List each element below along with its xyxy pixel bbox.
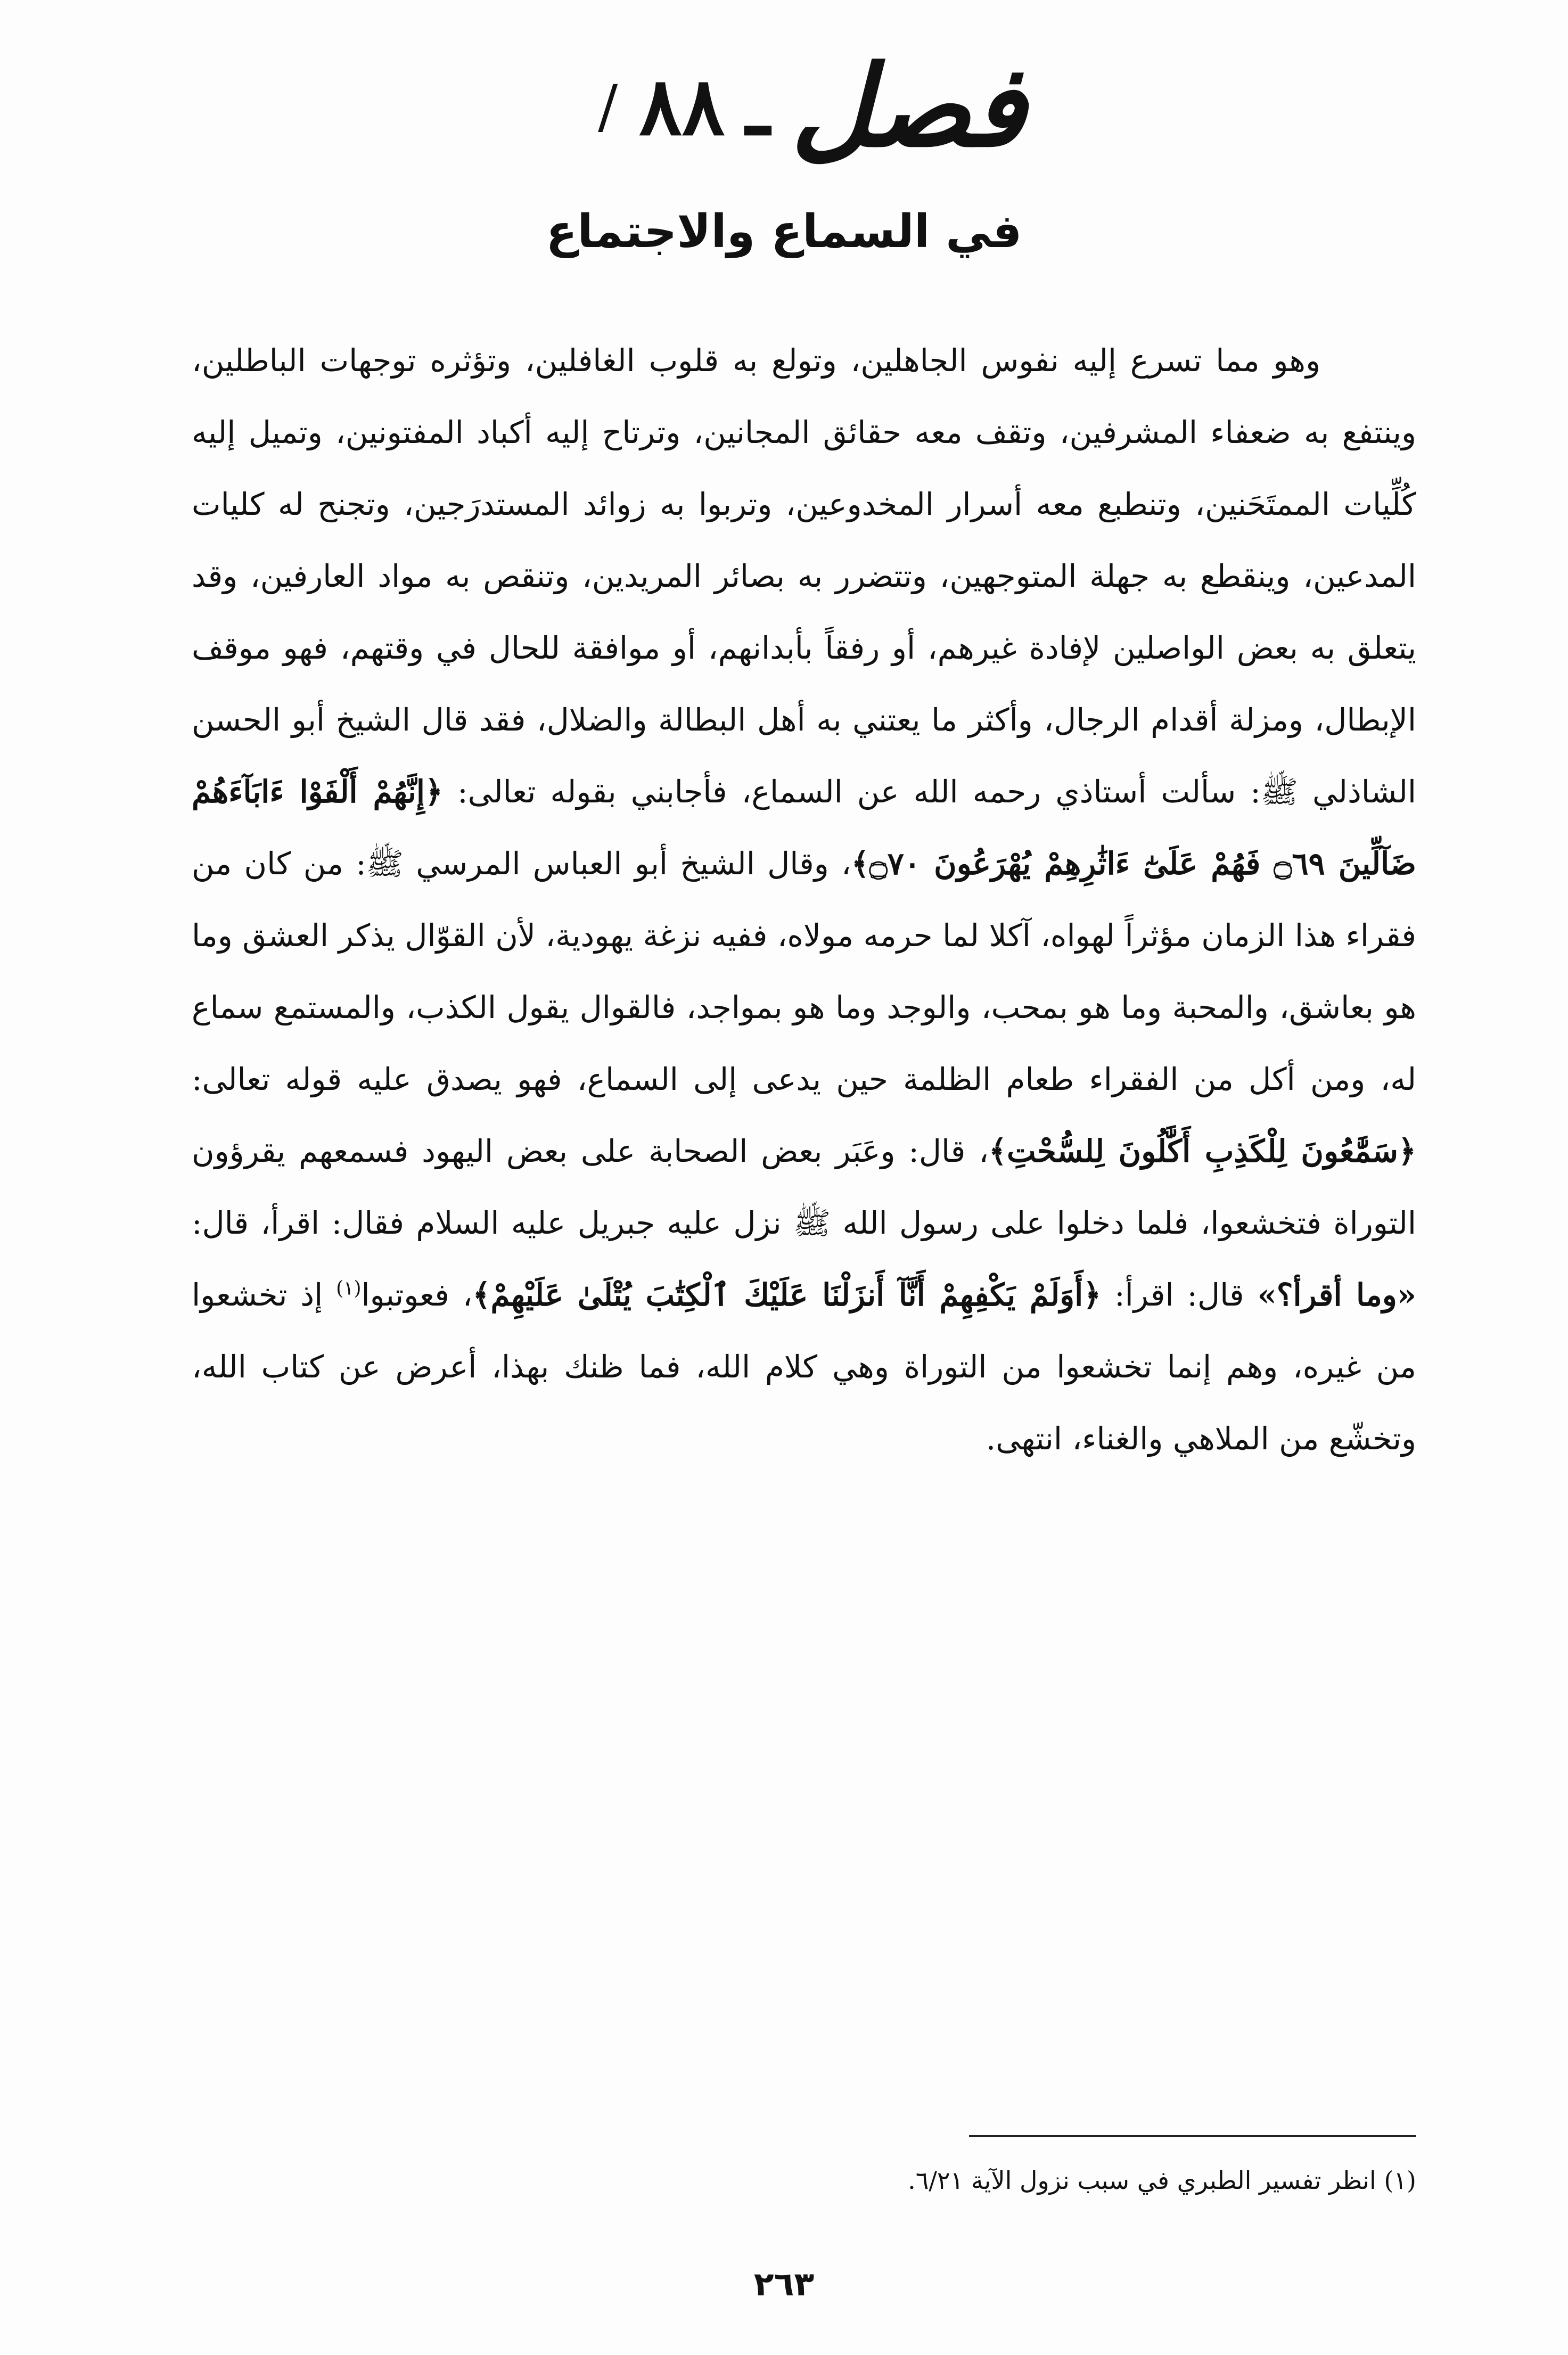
footnote: (١) انظر تفسير الطبري في سبب نزول الآية ٦/٢١. xyxy=(908,2166,1416,2195)
text-run: وهو مما تسرع إليه نفوس الجاهلين، وتولع به قلوب الغافلين، وتؤثره توجهات الباطلين، وينتفع به ضعفاء المشرفين، وتقف معه حقائق المجانين، وترتاح إليه أكباد المفتونين، وتميل إليه كُلِّيات الممتَحَنين، وتنطبع معه أسرار المخدوعين، وتربوا به زوائد المستدرَجين، وتجنح له كليات المدعين، وينقطع به جهلة المتوجهين، وتتضرر به بصائر المريدين، وتنقص به مواد العارفين، وقد يتعلق به بعض الواصلين لإفادة غيرهم، أو رفقاً بأبدانهم، أو موافقة للحال في وقتهم، فهو موقف الإبطال، ومزلة أقدام الرجال، وأكثر ما يعتني به أهل البطالة والضلال، فقد قال الشيخ أبو الحسن الشاذلي ﷺ: سألت أستاذي رحمه الله عن السماع، فأجابني بقوله تعالى: xyxy=(192,342,1416,810)
quoted-question: «وما أقرأ؟» xyxy=(1257,1277,1417,1313)
section-title: في السماع والاجتماع xyxy=(546,205,1022,258)
chapter-word: فصل xyxy=(791,40,1026,172)
page-number: ٢٦٣ xyxy=(753,2264,815,2303)
footnote-divider xyxy=(969,2135,1416,2137)
text-run: ، فعوتبوا xyxy=(361,1277,473,1313)
body-text xyxy=(192,325,1416,1475)
quran-verse: ﴿إِنَّهُمْ أَلْفَوْا ءَابَآءَهُمْ ضَآلِّينَ ۝٦٩ فَهُمْ عَلَىٰٓ ءَاثَٰرِهِمْ يُهْرَعُونَ ۝٧٠﴾ xyxy=(192,774,1416,882)
quran-verse: ﴿سَمَّٰعُونَ لِلْكَذِبِ أَكَّٰلُونَ لِلسُّحْتِ﴾ xyxy=(989,1133,1416,1169)
quran-verse: ﴿أَوَلَمْ يَكْفِهِمْ أَنَّآ أَنزَلْنَا عَلَيْكَ ٱلْكِتَٰبَ يُتْلَىٰ عَلَيْهِمْ﴾ xyxy=(472,1277,1102,1313)
text-run: ، قال: وعَبَر بعض الصحابة على بعض اليهود فسمعهم يقرؤون التوراة فتخشعوا، فلما دخلوا على رسول الله ﷺ نزل عليه جبريل عليه السلام فقال: اقرأ، قال: xyxy=(192,1133,1416,1241)
chapter-mark: / xyxy=(598,72,618,141)
text-run: ، وقال الشيخ أبو العباس المرسي ﷺ: من كان من فقراء هذا الزمان مؤثراً لهواه، آكلا لما حرمه مولاه، ففيه نزغة يهودية، لأن القوّال يذكر العشق وما هو بعاشق، والمحبة وما هو بمحب، والوجد وما هو بمواجد، فالقوال يقول الكذب، والمستمع سماع له، ومن أكل من الفقراء طعام الظلمة حين يدعى إلى السماع، فهو يصدق عليه قوله تعالى: xyxy=(192,846,1416,1097)
footnote-reference[interactable]: (١) xyxy=(336,1277,362,1300)
chapter-heading xyxy=(586,37,1026,176)
text-run: قال: اقرأ: xyxy=(1114,1277,1244,1313)
paragraph xyxy=(192,325,1416,1475)
chapter-separator: ـ xyxy=(746,60,770,153)
chapter-number: ٨٨ xyxy=(639,60,725,153)
text-run: إذ تخشعوا من غيره، وهم إنما تخشعوا من التوراة وهي كلام الله، فما ظنك بهذا، أعرض عن كتاب الله، وتخشّع من الملاهي والغناء، انتهى. xyxy=(192,1277,1416,1457)
